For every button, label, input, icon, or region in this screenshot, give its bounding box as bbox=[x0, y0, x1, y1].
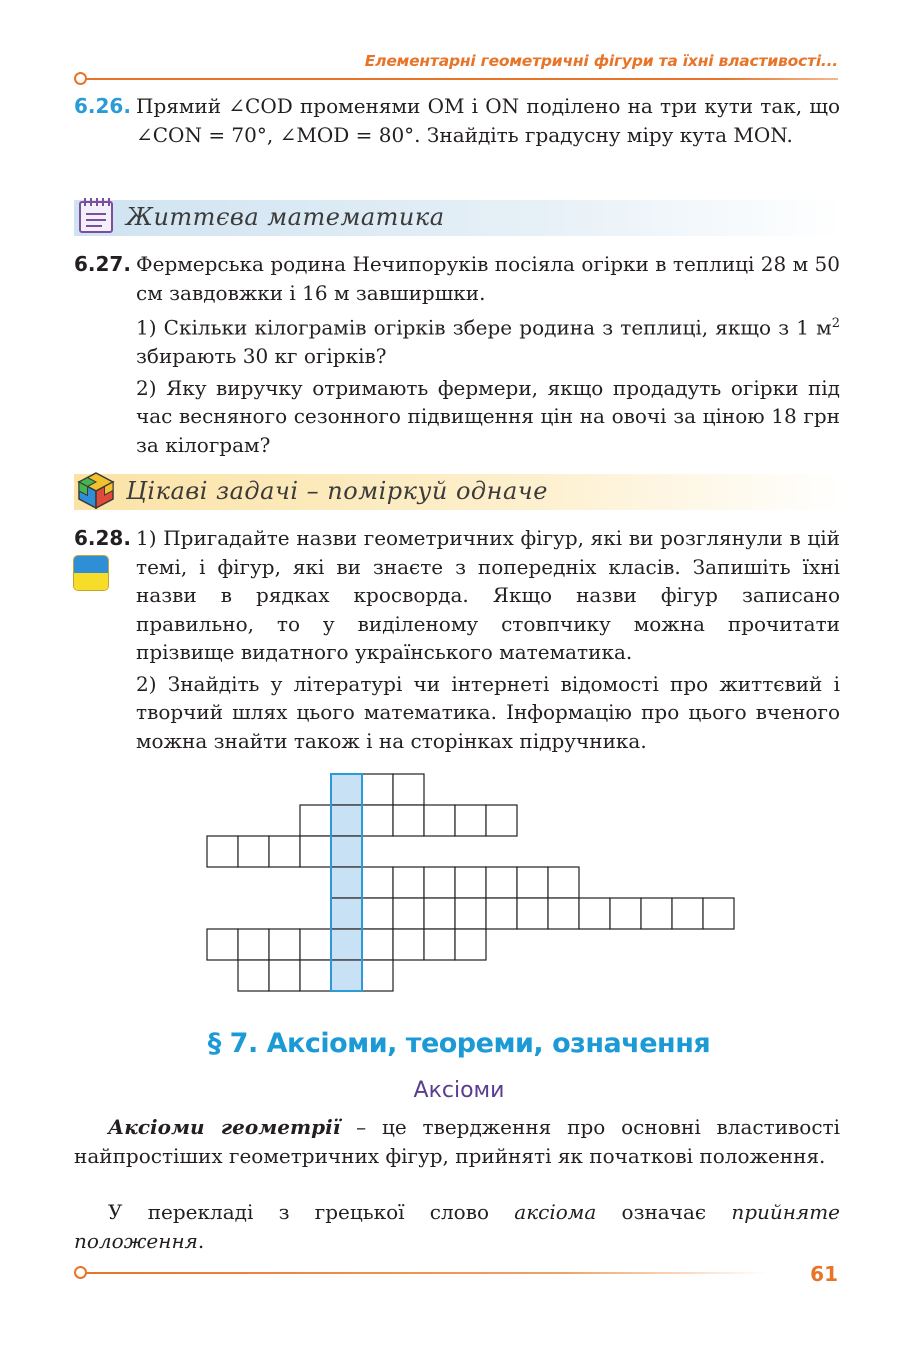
footer-rule bbox=[86, 1272, 768, 1274]
subsection-title: Аксіоми bbox=[413, 1078, 505, 1103]
crossword-cell bbox=[362, 929, 393, 960]
crossword-cell bbox=[548, 867, 579, 898]
crossword-cell bbox=[269, 929, 300, 960]
problem-6-27 bbox=[74, 250, 840, 462]
problem-question-1: 1) Скільки кілограмів огірків збере родина з теплиці, якщо з 1 $м^2$ збирають 30 кг огірків? bbox=[136, 315, 840, 369]
crossword-cell bbox=[238, 960, 269, 991]
crossword-cell bbox=[393, 805, 424, 836]
crossword-cell bbox=[455, 929, 486, 960]
crossword-cell bbox=[300, 836, 331, 867]
crossword-cell bbox=[486, 805, 517, 836]
ukraine-flag-icon bbox=[74, 556, 108, 590]
banner-fun-problems bbox=[74, 474, 844, 510]
crossword-key-cell bbox=[331, 836, 362, 867]
crossword-cell bbox=[393, 867, 424, 898]
rubik-cube-icon bbox=[76, 470, 116, 510]
crossword-cell bbox=[207, 836, 238, 867]
crossword-cell bbox=[424, 805, 455, 836]
crossword-key-cell bbox=[331, 960, 362, 991]
crossword-cell bbox=[393, 774, 424, 805]
problem-number: 6.26. bbox=[74, 94, 131, 118]
crossword-cell bbox=[579, 898, 610, 929]
problem-text: Прямий ∠COD променями OM і ON поділено на три кути так, що ∠CON = 70°, ∠MOD = 80°. Знайдіть градусну міру кута MON. bbox=[136, 94, 840, 147]
crossword-key-column bbox=[331, 774, 362, 991]
crossword-key-cell bbox=[331, 898, 362, 929]
section-title: § 7. Аксіоми, теореми, означення bbox=[207, 1028, 711, 1059]
crossword-cell bbox=[641, 898, 672, 929]
crossword-cell bbox=[393, 929, 424, 960]
notepad-icon bbox=[76, 196, 116, 236]
term-axiom: аксіома bbox=[514, 1200, 597, 1224]
crossword-cell bbox=[455, 867, 486, 898]
crossword-cell bbox=[393, 898, 424, 929]
crossword-cell bbox=[300, 960, 331, 991]
crossword-cell bbox=[517, 898, 548, 929]
problem-6-26 bbox=[74, 92, 840, 149]
crossword-cell bbox=[300, 805, 331, 836]
crossword-cell bbox=[548, 898, 579, 929]
banner-life-math bbox=[74, 200, 844, 236]
crossword-cell bbox=[424, 929, 455, 960]
crossword-cell bbox=[269, 960, 300, 991]
crossword-cell bbox=[703, 898, 734, 929]
crossword-cell bbox=[362, 805, 393, 836]
crossword-cell bbox=[362, 898, 393, 929]
banner-label: Цікаві задачі – поміркуй одначе bbox=[126, 477, 548, 505]
crossword-cell bbox=[672, 898, 703, 929]
axiom-definition: Аксіоми геометрії – це твердження про основні властивості найпростіших геометричних фігур, прийняті як початкові положення. bbox=[74, 1115, 840, 1168]
crossword-cell bbox=[269, 836, 300, 867]
page-number: 61 bbox=[810, 1262, 838, 1286]
axiom-translation: У перекладі з грецької слово аксіома означає прийняте положення. bbox=[74, 1200, 840, 1253]
problem-question-1: 1) Пригадайте назви геометричних фігур, які ви розглянули в цій темі, і фігур, які ви знаєте з попередніх класів. Запишіть їхні назви в рядках кросворда. Якщо назви фігур записано правильно, то у виділеному стовпчику можна прочитати прізвище видатного українського математика. bbox=[136, 526, 840, 664]
crossword-cell bbox=[455, 898, 486, 929]
running-header: Елементарні геометричні фігури та їхні властивості... bbox=[364, 52, 838, 70]
crossword-cell bbox=[486, 867, 517, 898]
problem-question-2: 2) Яку виручку отримають фермери, якщо продадуть огірки під час весняного сезонного підвищення цін на овочі за ціною 18 грн за кілограм? bbox=[136, 375, 840, 457]
crossword-key-cell bbox=[331, 929, 362, 960]
crossword-key-cell bbox=[331, 867, 362, 898]
problem-number: 6.27. bbox=[74, 252, 131, 276]
crossword-cell bbox=[362, 867, 393, 898]
banner-label: Життєва математика bbox=[126, 203, 445, 231]
problem-number: 6.28. bbox=[74, 526, 131, 550]
crossword-cell bbox=[238, 836, 269, 867]
crossword-cell bbox=[362, 960, 393, 991]
defined-term: Аксіоми геометрії bbox=[108, 1115, 341, 1139]
crossword-key-cell bbox=[331, 774, 362, 805]
problem-question-2: 2) Знайдіть у літературі чи інтернеті відомості про життєвий і творчий шлях цього математика. Інформацію про цього вченого можна знайти також і на сторінках підручника. bbox=[136, 671, 840, 753]
crossword-cell bbox=[517, 867, 548, 898]
crossword-cell bbox=[424, 867, 455, 898]
crossword-cell bbox=[610, 898, 641, 929]
header-rule bbox=[86, 78, 838, 80]
crossword-cell bbox=[486, 898, 517, 929]
crossword-cell bbox=[455, 805, 486, 836]
crossword-cell bbox=[300, 929, 331, 960]
crossword-cell bbox=[424, 898, 455, 929]
crossword-cell bbox=[362, 774, 393, 805]
crossword-cell bbox=[238, 929, 269, 960]
problem-intro: Фермерська родина Нечипоруків посіяла огірки в теплиці 28 м 50 см завдовжки і 16 м завширшки. bbox=[136, 252, 840, 305]
crossword-key-cell bbox=[331, 805, 362, 836]
term-meaning: прийняте положення bbox=[74, 1200, 840, 1253]
problem-6-28 bbox=[74, 524, 840, 758]
crossword-cell bbox=[207, 929, 238, 960]
